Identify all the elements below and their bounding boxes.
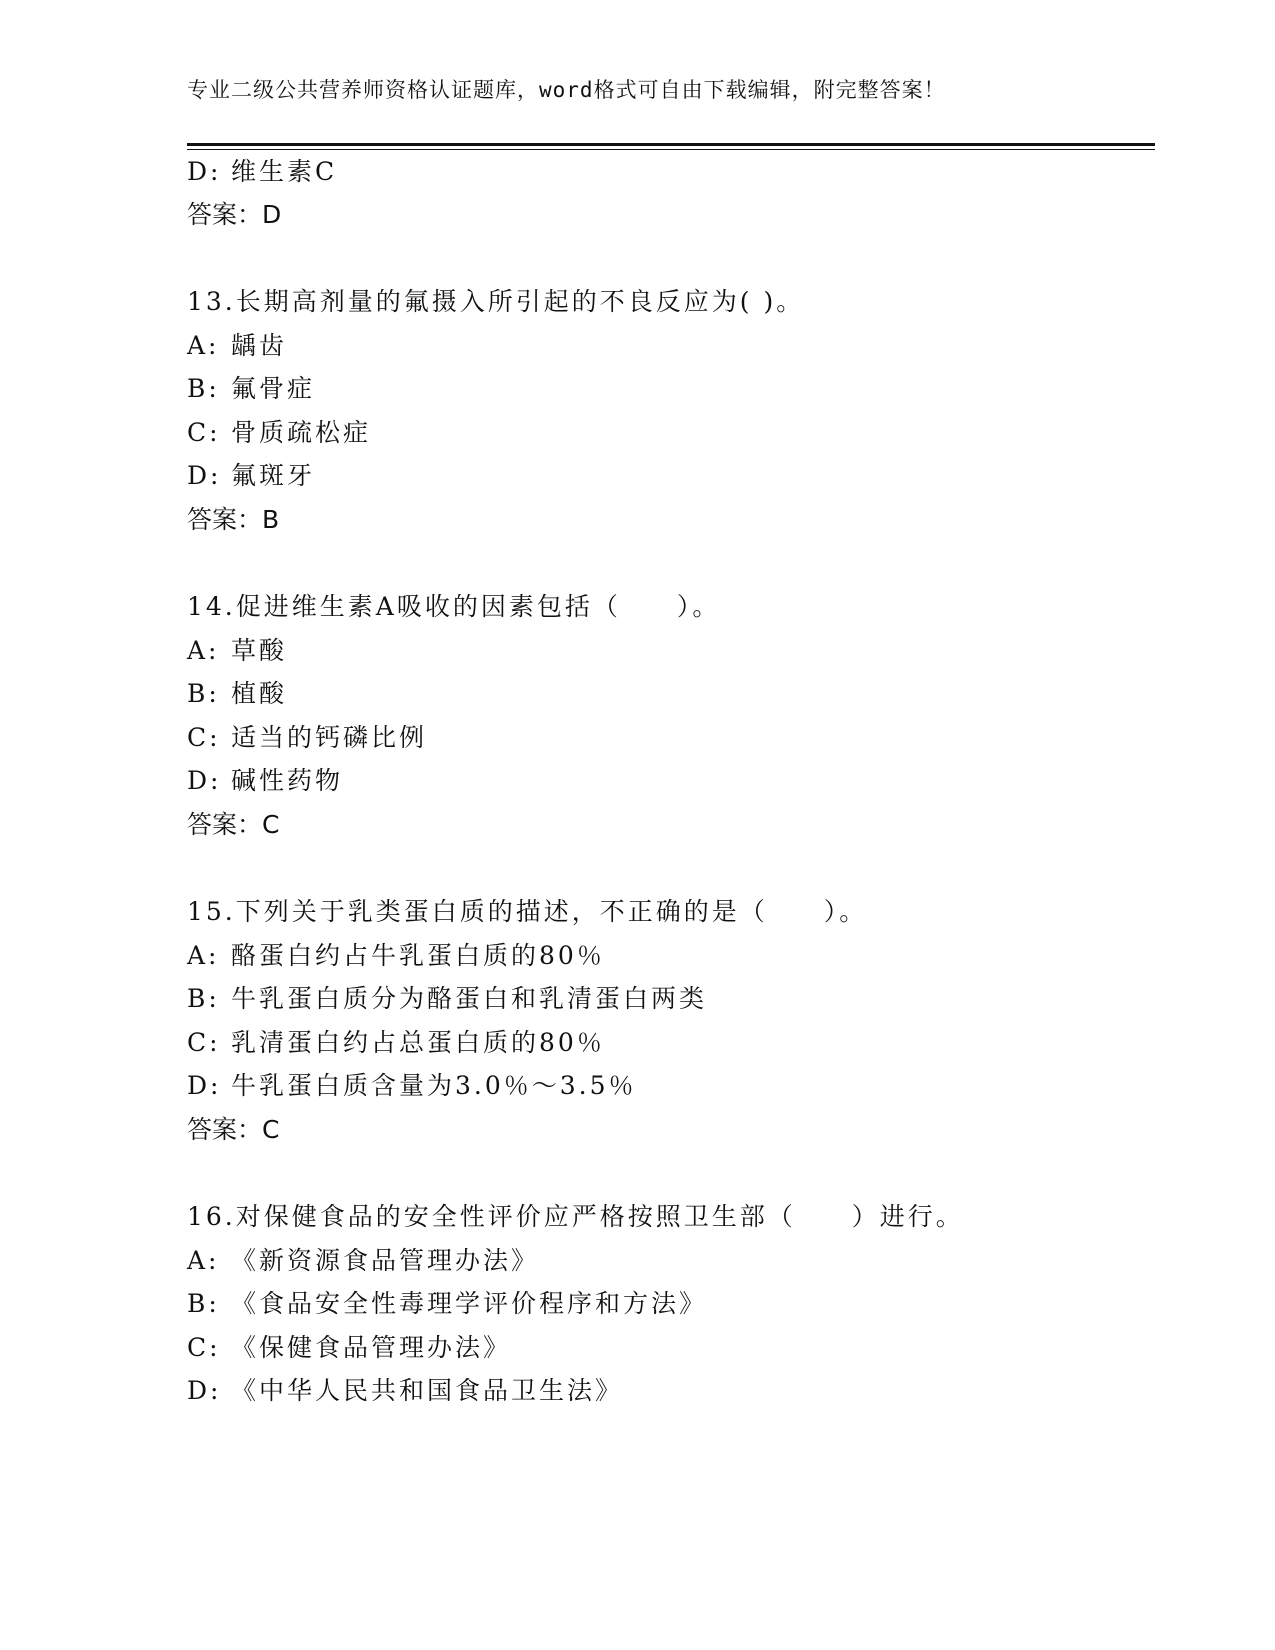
option-text: 植酸 [231, 679, 288, 708]
option-text: 氟骨症 [231, 374, 316, 403]
option-text: 《保健食品管理办法》 [231, 1333, 512, 1362]
question-15-option-c [187, 1028, 605, 1058]
question-14-option-c [187, 723, 427, 753]
option-text: 牛乳蛋白质分为酪蛋白和乳清蛋白两类 [231, 984, 708, 1013]
question-13-option-a [187, 331, 287, 361]
question-15-answer: 答案：C [187, 1115, 280, 1144]
option-label: B: [187, 374, 220, 403]
page-header-title: 专业二级公共营养师资格认证题库，word格式可自由下载编辑，附完整答案！ [187, 78, 946, 102]
option-label: A: [187, 331, 220, 360]
option-text: 《中华人民共和国食品卫生法》 [231, 1376, 624, 1405]
option-text: 酪蛋白约占牛乳蛋白质的80％ [231, 941, 605, 970]
option-label: D: [187, 1376, 222, 1405]
question-13-stem: 13.长期高剂量的氟摄入所引起的不良反应为( )。 [187, 287, 805, 316]
question-14-option-b [187, 679, 287, 709]
question-14-option-a [187, 636, 287, 666]
option-text: 牛乳蛋白质含量为3.0％～3.5％ [231, 1071, 637, 1100]
option-label: C: [187, 1333, 221, 1362]
option-text: 草酸 [231, 636, 288, 665]
option-text: 乳清蛋白约占总蛋白质的80％ [231, 1028, 605, 1057]
question-15-option-b [187, 984, 707, 1014]
option-label: B: [187, 1289, 220, 1318]
option-label: C: [187, 418, 221, 447]
prev-option-d [187, 157, 337, 187]
header-rule-thick [187, 143, 1155, 146]
option-label: D: [187, 766, 222, 795]
question-15-stem: 15.下列关于乳类蛋白质的描述，不正确的是（ ）。 [187, 897, 868, 926]
question-15-option-d [187, 1071, 637, 1101]
question-13-answer: 答案：B [187, 505, 280, 534]
option-label: C: [187, 723, 221, 752]
option-label: D: [187, 157, 222, 186]
question-16-option-b [187, 1289, 707, 1319]
option-text: 龋齿 [231, 331, 288, 360]
option-text: 适当的钙磷比例 [231, 723, 428, 752]
question-14-answer: 答案：C [187, 810, 280, 839]
question-13-option-c [187, 418, 371, 448]
option-text: 维生素C [231, 157, 338, 186]
option-text: 碱性药物 [231, 766, 344, 795]
question-14-stem: 14.促进维生素A吸收的因素包括（ ）。 [187, 592, 721, 621]
option-label: D: [187, 1071, 222, 1100]
option-label: D: [187, 461, 222, 490]
prev-answer: 答案：D [187, 200, 282, 229]
question-16-option-c [187, 1333, 511, 1363]
question-14-option-d [187, 766, 343, 796]
option-label: C: [187, 1028, 221, 1057]
question-16-option-d [187, 1376, 623, 1406]
option-label: A: [187, 1246, 220, 1275]
option-text: 氟斑牙 [231, 461, 316, 490]
option-label: B: [187, 984, 220, 1013]
option-label: A: [187, 636, 220, 665]
question-13-option-d [187, 461, 315, 491]
question-16-stem: 16.对保健食品的安全性评价应严格按照卫生部（ ）进行。 [187, 1202, 964, 1231]
option-label: A: [187, 941, 220, 970]
question-16-option-a [187, 1246, 539, 1276]
option-text: 骨质疏松症 [231, 418, 372, 447]
question-13-option-b [187, 374, 315, 404]
option-label: B: [187, 679, 220, 708]
option-text: 《食品安全性毒理学评价程序和方法》 [231, 1289, 708, 1318]
question-15-option-a [187, 941, 605, 971]
header-rule-thin [187, 149, 1155, 150]
option-text: 《新资源食品管理办法》 [231, 1246, 540, 1275]
